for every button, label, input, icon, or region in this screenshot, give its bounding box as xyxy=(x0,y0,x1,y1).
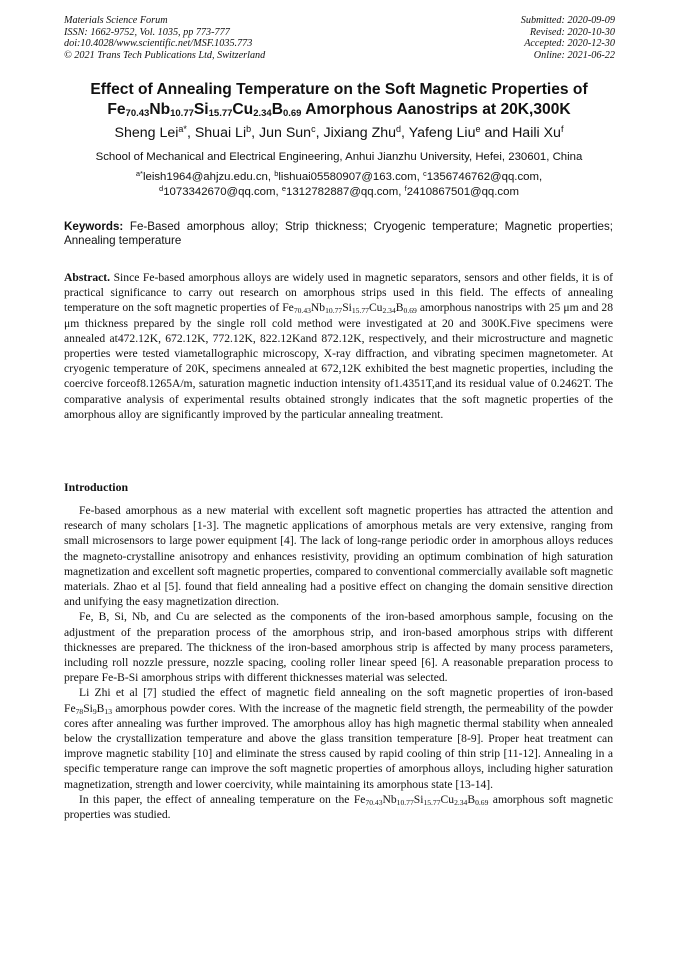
email-line-2: $^d$1073342670@qq.com, $^e$1312782887@qq.com, $^f$2410867501@qq.com xyxy=(159,184,519,198)
paragraph: Fe-based amorphous as a new material with excellent soft magnetic properties has attracted the attention and research of many scholars [1-3]. The magnetic applications of amorphous metals are very extensive, ranging from small microsensors to large power equipment [4]. The lack of long-range periodic order in amorphous alloys reduces the magneto-crystalline anisotropy and enhances resistivity, providing an optimum combination of high saturation magnetization and excellent soft magnetic properties, compared to conventional commercially available soft magnetic materials. Zhao et al [5]. found that field annealing had a positive effect on changing the domain sensitive direction and unifying the easy magnetization direction. xyxy=(64,504,613,609)
keywords xyxy=(64,220,613,249)
section-heading-introduction: Introduction xyxy=(64,480,129,494)
author-emails xyxy=(40,170,638,200)
author-name: Sheng Lei xyxy=(114,125,179,141)
title-line-1: Effect of Annealing Temperature on the Soft Magnetic Properties of xyxy=(90,81,588,98)
accepted-date: Accepted: 2020-12-30 xyxy=(524,38,615,50)
author-list: Sheng Lei$^{a*}$, Shuai Li$^b$, Jun Sun$^c$, Jixiang Zhu$^d$, Yafeng Liu$^e$ and Haili Xu$^f$ xyxy=(114,124,564,141)
author-name: Haili Xu xyxy=(512,125,561,141)
online-date: Online: 2021-06-22 xyxy=(533,49,615,61)
email-link[interactable]: lishuai05580907@163.com, xyxy=(278,171,423,183)
author-name: Jixiang Zhu xyxy=(323,125,397,141)
submitted-date: Submitted: 2020-09-09 xyxy=(520,15,615,26)
introduction-body xyxy=(64,503,613,822)
author-name: Shuai Li xyxy=(194,125,247,141)
email-link[interactable]: 1312782887@qq.com, xyxy=(285,186,405,198)
paragraph: In this paper, the effect of annealing temperature on the $Fe_{70.43}Nb_{10.77}Si_{15.77}Cu_{2.34}B_{0.69}$ amorphous soft magnetic properties was studied. xyxy=(64,792,614,822)
abstract-paragraph: Abstract. Since Fe-based amorphous alloys are widely used in magnetic separators, sensors and other fields, it is of practical significance to carry out research on amorphous strips used in this field. The effects of annealing temperature on the soft magnetic properties of $Fe_{70.43}Nb_{10.77}Si_{15.77}Cu_{2.34}B_{0.69}$ amorphous nanostrips with 25 μm and 28 μm thickness prepared by the single roll cold method were investigated at 20 and 300K.Five specimens were annealed at472.12K, 672.12K, 772.12K, 822.12Kand 872.12K, respectively, and their microstructure and magnetic properties were tested viametallographic microscopy, X-ray diffraction, and vibrating specimen magnetometer. At cryogenic temperature of 20K, specimens annealed at 672,12K exhibited the best magnetic properties, including the coercive forceof8.1265A/m, saturation magnetic induction intensity of1.4351T,and its residual value of 0.2462T. The comparative analysis of experimental results obtained strongly indicates that the soft magnetic properties of the amorphous alloy are significantly improved by the particular annealing treatment. xyxy=(64,271,613,421)
journal-name: Materials Science Forum xyxy=(64,15,168,26)
doi-line: doi:10.4028/www.scientific.net/MSF.1035.773 xyxy=(64,38,253,50)
keywords-text: Fe-Based amorphous alloy; Strip thickness; Cryogenic temperature; Magnetic properties; Annealing temperature xyxy=(64,220,613,248)
email-link[interactable]: leish1964@ahjzu.edu.cn, xyxy=(142,171,275,183)
email-line-1: $^{a*}$leish1964@ahjzu.edu.cn, $^b$lishuai05580907@163.com, $^c$1356746762@qq.com, xyxy=(135,169,543,183)
issn-line: ISSN: 1662-9752, Vol. 1035, pp 773-777 xyxy=(64,26,230,38)
abstract xyxy=(64,270,613,422)
paper-title xyxy=(40,80,638,119)
email-link[interactable]: 2410867501@qq.com xyxy=(406,186,519,198)
title-line-2: $Fe_{70.43}Nb_{10.77}Si_{15.77}Cu_{2.34}B_{0.69}$ Amorphous Aanostrips at 20K,300K xyxy=(107,100,571,119)
author-name: Yafeng Liu xyxy=(408,125,476,141)
journal-header-left xyxy=(64,15,265,61)
email-link[interactable]: 1073342670@qq.com, xyxy=(163,186,282,198)
keywords-label: Keywords: xyxy=(64,220,124,233)
journal-header-right xyxy=(521,15,615,61)
email-link[interactable]: 1356746762@qq.com, xyxy=(426,171,543,183)
copyright-line: © 2021 Trans Tech Publications Ltd, Switzerland xyxy=(64,49,266,61)
revised-date: Revised: 2020-10-30 xyxy=(529,26,615,38)
author-name: Jun Sun xyxy=(259,125,312,141)
paragraph: Fe, B, Si, Nb, and Cu are selected as the components of the iron-based amorphous sample, focusing on the adjustment of the preparation process of the amorphous strip, and iron-based amorphous strips with different thicknesses are prepared. The thickness of the iron-based amorphous strip is affected by many process parameters, including roll nozzle pressure, nozzle spacing, cooling roller linear speed [6]. A reasonable preparation process to prepare Fe-B-Si amorphous strips with different thicknesses material was selected. xyxy=(64,610,613,685)
abstract-label: Abstract. xyxy=(64,271,111,284)
affiliation: School of Mechanical and Electrical Engineering, Anhui Jianzhu University, Hefei, 230601, China xyxy=(95,151,583,163)
paragraph: Li Zhi et al [7] studied the effect of magnetic field annealing on the soft magnetic properties of iron-based $Fe_{78}Si_9B_{13}$ amorphous powder cores. With the increase of the magnetic field strength, the permeability of the powder cores after annealing was further improved. The amorphous alloy has high magnetic thermal stability when annealed below the crystallization temperature and above the glass transition temperature [8-9]. Proper heat treatment can improve magnetic stability [10] and eliminate the stress caused by rapid cooling of thin strip [11-12]. Annealing in a specific temperature range can improve the soft magnetic properties of amorphous alloys, including higher saturation magnetization, strength and lower coercivity, while maintaining its amorphous state [13-14]. xyxy=(64,686,613,791)
